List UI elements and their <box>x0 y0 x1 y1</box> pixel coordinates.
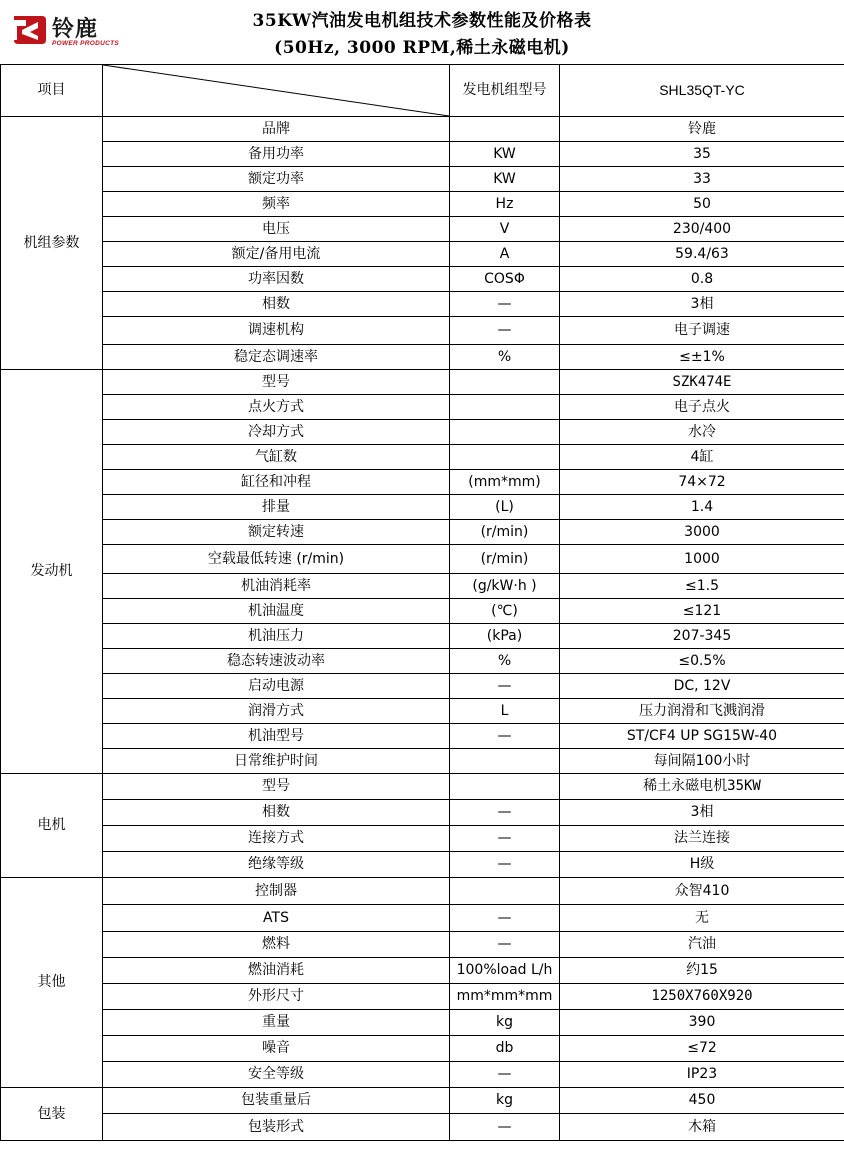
table-row <box>1 242 844 267</box>
param-cell: 点火方式 <box>103 395 450 420</box>
value-cell: 1.4 <box>560 495 844 520</box>
unit-cell: — <box>450 1062 560 1088</box>
param-cell: 连接方式 <box>103 826 450 852</box>
header-diagonal-cell <box>103 65 450 117</box>
table-row <box>1 724 844 749</box>
header-model-cell: SHL35QT-YC <box>560 65 844 117</box>
unit-cell: — <box>450 932 560 958</box>
table-row <box>1 520 844 545</box>
value-cell: ≤121 <box>560 599 844 624</box>
table-row <box>1 217 844 242</box>
param-cell: 稳态转速波动率 <box>103 649 450 674</box>
table-row <box>1 192 844 217</box>
table-row <box>1 395 844 420</box>
table-row <box>1 420 844 445</box>
table-row <box>1 800 844 826</box>
param-cell: 稳定态调速率 <box>103 345 450 370</box>
param-cell: 额定功率 <box>103 167 450 192</box>
unit-cell: 100%load L/h <box>450 958 560 984</box>
table-row <box>1 1114 844 1141</box>
unit-cell: L <box>450 699 560 724</box>
param-cell: 噪音 <box>103 1036 450 1062</box>
page-subtitle: (50Hz, 3000 RPM,稀土永磁电机) <box>274 38 570 58</box>
param-cell: 额定/备用电流 <box>103 242 450 267</box>
value-cell: ≤±1% <box>560 345 844 370</box>
table-row <box>1 370 844 395</box>
param-cell: 型号 <box>103 774 450 800</box>
value-cell: 每间隔100小时 <box>560 749 844 774</box>
value-cell: 水冷 <box>560 420 844 445</box>
unit-cell: — <box>450 1114 560 1141</box>
unit-cell: KW <box>450 142 560 167</box>
param-cell: 冷却方式 <box>103 420 450 445</box>
value-cell: ≤0.5% <box>560 649 844 674</box>
value-cell: 稀土永磁电机35KW <box>560 774 844 800</box>
value-cell: 33 <box>560 167 844 192</box>
param-cell: 功率因数 <box>103 267 450 292</box>
unit-cell <box>450 395 560 420</box>
value-cell: IP23 <box>560 1062 844 1088</box>
unit-cell: KW <box>450 167 560 192</box>
table-row <box>1 878 844 905</box>
param-cell: 机油温度 <box>103 599 450 624</box>
unit-cell <box>450 420 560 445</box>
param-cell: 燃油消耗 <box>103 958 450 984</box>
unit-cell: (r/min) <box>450 520 560 545</box>
value-cell: 压力润滑和飞溅润滑 <box>560 699 844 724</box>
value-cell: ST/CF4 UP SG15W-40 <box>560 724 844 749</box>
param-cell: 重量 <box>103 1010 450 1036</box>
table-row <box>1 574 844 599</box>
table-row <box>1 958 844 984</box>
param-cell: 包装形式 <box>103 1114 450 1141</box>
unit-cell <box>450 117 560 142</box>
table-row <box>1 599 844 624</box>
value-cell: SZK474E <box>560 370 844 395</box>
value-cell: 汽油 <box>560 932 844 958</box>
param-cell: 气缸数 <box>103 445 450 470</box>
param-cell: 绝缘等级 <box>103 852 450 878</box>
table-row <box>1 1062 844 1088</box>
value-cell: 0.8 <box>560 267 844 292</box>
value-cell: 390 <box>560 1010 844 1036</box>
value-cell: 230/400 <box>560 217 844 242</box>
value-cell: 450 <box>560 1088 844 1114</box>
unit-cell: (r/min) <box>450 545 560 574</box>
unit-cell <box>450 878 560 905</box>
unit-cell: — <box>450 317 560 345</box>
param-cell: 机油型号 <box>103 724 450 749</box>
param-cell: 品牌 <box>103 117 450 142</box>
value-cell: 1000 <box>560 545 844 574</box>
unit-cell: — <box>450 905 560 932</box>
unit-cell: (mm*mm) <box>450 470 560 495</box>
unit-cell: kg <box>450 1088 560 1114</box>
param-cell: 空载最低转速 (r/min) <box>103 545 450 574</box>
category-cell: 机组参数 <box>1 117 103 370</box>
unit-cell: (L) <box>450 495 560 520</box>
unit-cell: — <box>450 674 560 699</box>
header-item-cell: 项目 <box>1 65 103 117</box>
unit-cell: — <box>450 724 560 749</box>
table-row <box>1 267 844 292</box>
param-cell: 控制器 <box>103 878 450 905</box>
unit-cell: kg <box>450 1010 560 1036</box>
value-cell: ≤72 <box>560 1036 844 1062</box>
spec-table-body <box>1 65 844 1141</box>
value-cell: 3000 <box>560 520 844 545</box>
table-row <box>1 445 844 470</box>
unit-cell: (℃) <box>450 599 560 624</box>
unit-cell: COSΦ <box>450 267 560 292</box>
value-cell: 约15 <box>560 958 844 984</box>
table-row <box>1 932 844 958</box>
param-cell: 额定转速 <box>103 520 450 545</box>
param-cell: 机油压力 <box>103 624 450 649</box>
table-row <box>1 774 844 800</box>
table-row <box>1 545 844 574</box>
table-row <box>1 142 844 167</box>
unit-cell: V <box>450 217 560 242</box>
param-cell: 排量 <box>103 495 450 520</box>
value-cell: 35 <box>560 142 844 167</box>
unit-cell <box>450 774 560 800</box>
param-cell: 相数 <box>103 800 450 826</box>
table-row <box>1 749 844 774</box>
table-row <box>1 905 844 932</box>
unit-cell: (g/kW·h ) <box>450 574 560 599</box>
category-cell: 包装 <box>1 1088 103 1141</box>
param-cell: ATS <box>103 905 450 932</box>
page-header <box>0 0 844 64</box>
value-cell: DC, 12V <box>560 674 844 699</box>
param-cell: 备用功率 <box>103 142 450 167</box>
table-row <box>1 624 844 649</box>
unit-cell: — <box>450 292 560 317</box>
table-row <box>1 1036 844 1062</box>
brand-subtitle: POWER PRODUCTS <box>52 40 120 47</box>
table-row <box>1 292 844 317</box>
value-cell: 1250X760X920 <box>560 984 844 1010</box>
unit-cell: — <box>450 800 560 826</box>
param-cell: 外形尺寸 <box>103 984 450 1010</box>
table-row <box>1 117 844 142</box>
param-cell: 电压 <box>103 217 450 242</box>
unit-cell: % <box>450 649 560 674</box>
table-row <box>1 699 844 724</box>
table-row <box>1 495 844 520</box>
param-cell: 调速机构 <box>103 317 450 345</box>
value-cell: 207-345 <box>560 624 844 649</box>
value-cell: 铃鹿 <box>560 117 844 142</box>
value-cell: 电子点火 <box>560 395 844 420</box>
value-cell: 众智410 <box>560 878 844 905</box>
header-type-cell: 发电机组型号 <box>450 65 560 117</box>
unit-cell: db <box>450 1036 560 1062</box>
table-row <box>1 317 844 345</box>
unit-cell <box>450 749 560 774</box>
param-cell: 缸径和冲程 <box>103 470 450 495</box>
param-cell: 相数 <box>103 292 450 317</box>
param-cell: 型号 <box>103 370 450 395</box>
table-row <box>1 674 844 699</box>
page-title: 35KW汽油发电机组技术参数性能及价格表 <box>252 11 592 31</box>
unit-cell <box>450 370 560 395</box>
table-row <box>1 470 844 495</box>
value-cell: 无 <box>560 905 844 932</box>
unit-cell: mm*mm*mm <box>450 984 560 1010</box>
value-cell: 50 <box>560 192 844 217</box>
unit-cell <box>450 445 560 470</box>
param-cell: 频率 <box>103 192 450 217</box>
value-cell: 3相 <box>560 800 844 826</box>
category-cell: 电机 <box>1 774 103 878</box>
table-row <box>1 167 844 192</box>
value-cell: ≤1.5 <box>560 574 844 599</box>
value-cell: 木箱 <box>560 1114 844 1141</box>
unit-cell: (kPa) <box>450 624 560 649</box>
brand-name: 铃鹿 <box>52 17 99 42</box>
diagonal-line <box>103 65 449 116</box>
param-cell: 安全等级 <box>103 1062 450 1088</box>
value-cell: 4缸 <box>560 445 844 470</box>
table-row <box>1 1088 844 1114</box>
unit-cell: — <box>450 826 560 852</box>
unit-cell: Hz <box>450 192 560 217</box>
param-cell: 机油消耗率 <box>103 574 450 599</box>
table-header-row <box>1 65 844 117</box>
table-row <box>1 649 844 674</box>
value-cell: H级 <box>560 852 844 878</box>
table-row <box>1 826 844 852</box>
param-cell: 包装重量后 <box>103 1088 450 1114</box>
unit-cell: % <box>450 345 560 370</box>
unit-cell: — <box>450 852 560 878</box>
value-cell: 59.4/63 <box>560 242 844 267</box>
spec-table <box>0 64 844 1141</box>
value-cell: 3相 <box>560 292 844 317</box>
param-cell: 日常维护时间 <box>103 749 450 774</box>
category-cell: 发动机 <box>1 370 103 774</box>
table-row <box>1 984 844 1010</box>
value-cell: 电子调速 <box>560 317 844 345</box>
table-row <box>1 345 844 370</box>
table-row <box>1 1010 844 1036</box>
param-cell: 润滑方式 <box>103 699 450 724</box>
value-cell: 法兰连接 <box>560 826 844 852</box>
category-cell: 其他 <box>1 878 103 1088</box>
value-cell: 74×72 <box>560 470 844 495</box>
param-cell: 燃料 <box>103 932 450 958</box>
unit-cell: A <box>450 242 560 267</box>
param-cell: 启动电源 <box>103 674 450 699</box>
table-row <box>1 852 844 878</box>
